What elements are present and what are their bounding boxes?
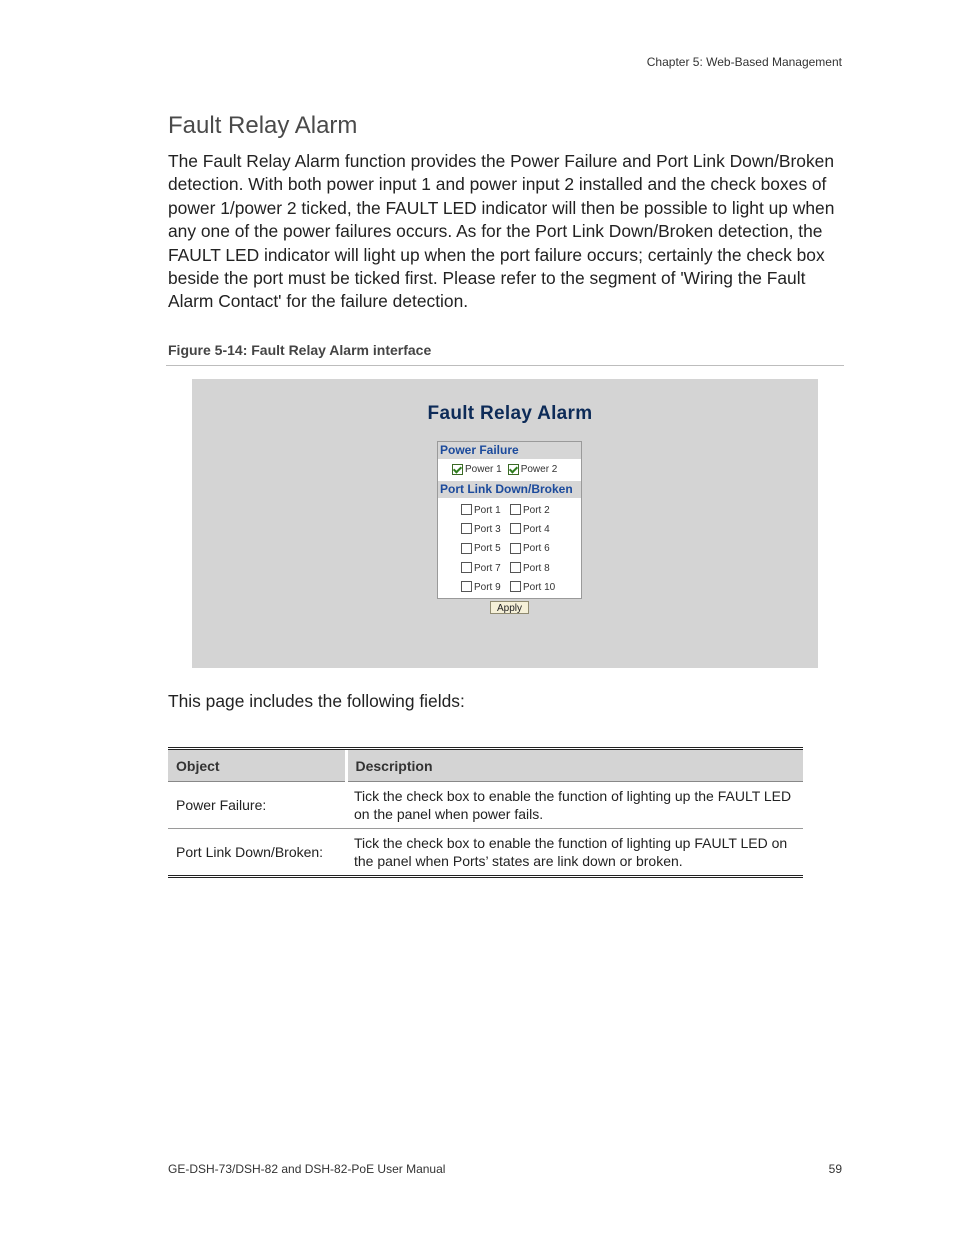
screen-title: Fault Relay Alarm	[427, 403, 593, 424]
port-1-checkbox[interactable]	[461, 504, 472, 515]
table-row	[168, 782, 803, 829]
power-2-label: Power 2	[520, 464, 558, 475]
chapter-header: Chapter 5: Web-Based Management	[646, 55, 842, 69]
port-9-option	[461, 578, 510, 597]
object-cell: Power Failure:	[176, 797, 267, 813]
description-column-header: Description	[346, 749, 803, 782]
port-5-checkbox[interactable]	[461, 543, 472, 554]
port-row	[438, 578, 581, 597]
port-10-label: Port 10	[523, 581, 556, 593]
port-3-label: Port 3	[474, 524, 501, 536]
power-checkbox-row	[438, 459, 581, 481]
apply-button[interactable]: Apply	[490, 601, 529, 614]
object-column-header: Object	[168, 749, 346, 782]
port-4-option	[510, 520, 559, 539]
description-cell: Tick the check box to enable the function of lighting up the FAULT LED on the panel when power fails.	[354, 788, 792, 822]
port-link-header: Port Link Down/Broken	[438, 481, 581, 498]
port-1-option	[461, 501, 510, 520]
port-2-checkbox[interactable]	[510, 504, 521, 515]
port-row	[438, 559, 581, 578]
port-row	[438, 539, 581, 558]
fields-intro: This page includes the following fields:	[168, 691, 465, 711]
port-9-label: Port 9	[474, 581, 501, 593]
port-4-checkbox[interactable]	[510, 523, 521, 534]
port-7-option	[461, 559, 510, 578]
port-9-checkbox[interactable]	[461, 581, 472, 592]
section-title: Fault Relay Alarm	[168, 112, 358, 139]
port-7-checkbox[interactable]	[461, 562, 472, 573]
port-row	[438, 501, 581, 520]
port-6-option	[510, 539, 559, 558]
power-1-option	[452, 459, 502, 481]
port-checkbox-grid	[438, 498, 581, 597]
port-8-checkbox[interactable]	[510, 562, 521, 573]
port-6-label: Port 6	[523, 543, 550, 555]
power-1-checkbox[interactable]	[452, 464, 463, 475]
port-5-option	[461, 539, 510, 558]
port-4-label: Port 4	[523, 524, 550, 536]
footer-manual-title: GE-DSH-73/DSH-82 and DSH-82-PoE User Manual	[168, 1162, 446, 1176]
port-8-option	[510, 559, 559, 578]
power-2-option	[508, 459, 558, 481]
page-number: 59	[828, 1162, 842, 1176]
figure-caption: Figure 5-14: Fault Relay Alarm interface	[168, 342, 432, 358]
port-10-option	[510, 578, 559, 597]
port-row	[438, 520, 581, 539]
port-5-label: Port 5	[474, 543, 501, 555]
port-7-label: Port 7	[474, 562, 501, 574]
table-header-row	[168, 749, 803, 782]
port-1-label: Port 1	[474, 505, 501, 517]
port-3-checkbox[interactable]	[461, 523, 472, 534]
description-cell: Tick the check box to enable the function of lighting up FAULT LED on the panel when Ports’ states are link down or broken.	[346, 829, 803, 877]
intro-paragraph: The Fault Relay Alarm function provides the Power Failure and Port Link Down/Broken detection. With both power input 1 and power input 2 installed and the check boxes of power 1/power 2 ticked, the FAULT LED indicator will then be possible to light up when any one of the power failures occurs. As for the Port Link Down/Broken detection, the FAULT LED indicator will light up when the port failure occurs; certainly the check box beside the port must be ticked first. Please refer to the segment of 'Wiring the Fault Alarm Contact' for the failure detection.	[168, 151, 835, 312]
port-8-label: Port 8	[523, 562, 550, 574]
object-cell: Port Link Down/Broken:	[168, 829, 346, 877]
port-3-option	[461, 520, 510, 539]
port-6-checkbox[interactable]	[510, 543, 521, 554]
caption-divider	[166, 365, 844, 366]
power-2-checkbox[interactable]	[508, 464, 519, 475]
fields-table	[168, 747, 803, 878]
port-2-label: Port 2	[523, 505, 550, 517]
port-10-checkbox[interactable]	[510, 581, 521, 592]
power-failure-header: Power Failure	[438, 442, 581, 459]
port-2-option	[510, 501, 559, 520]
alarm-settings-panel	[437, 441, 582, 599]
power-1-label: Power 1	[465, 464, 502, 475]
fault-relay-screenshot	[192, 379, 818, 668]
table-row	[168, 829, 803, 877]
